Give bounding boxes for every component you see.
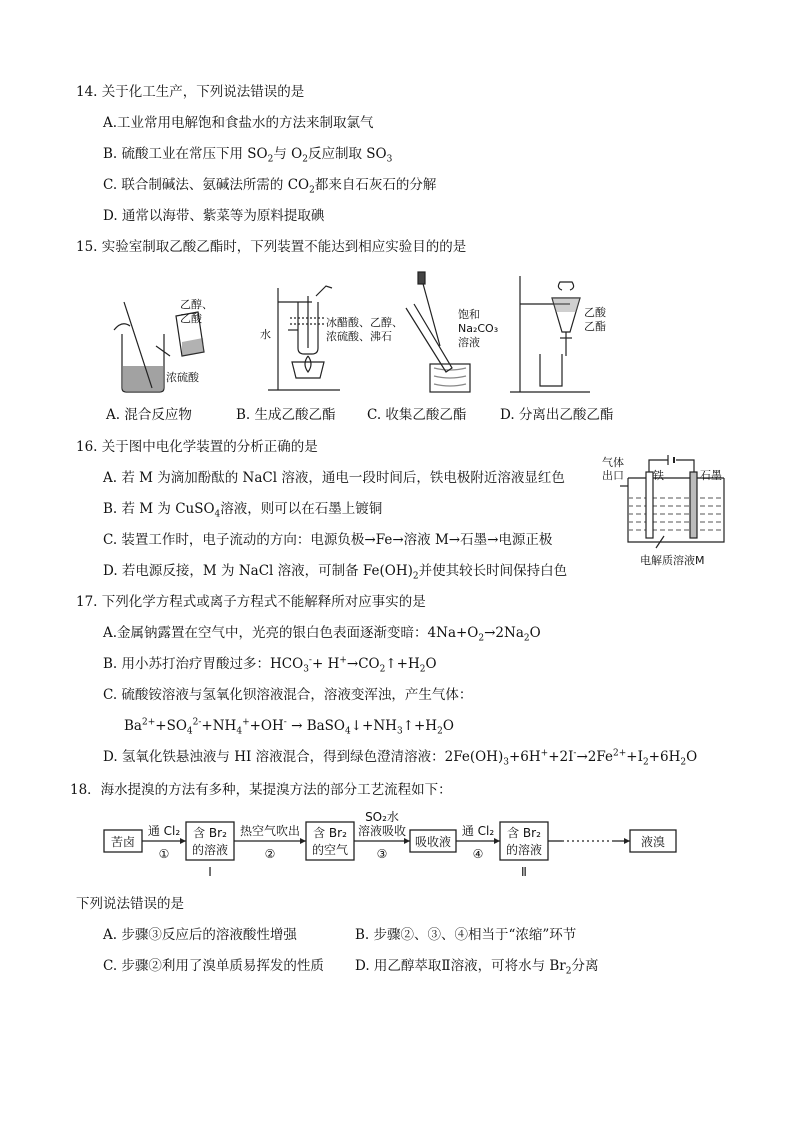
q15-b-label-1: 冰醋酸、乙醇、 [326, 316, 403, 329]
q15-d-label-1: 乙酸 [584, 306, 606, 319]
q16-gas-outlet-2: 出口 [602, 469, 624, 482]
flow-box2-line2: 的溶液 [191, 843, 229, 857]
flow-step4-label: 通 Cl₂ [461, 824, 495, 838]
q17-option-d: D. 氢氧化铁悬浊液与 HI 溶液混合，得到绿色澄清溶液：$2Fe(OH)_3+6H^++2I^-\to 2Fe^{2+}+I_2+6H_2O$ [103, 748, 698, 768]
flow-box-bittern: 苦卤 [110, 835, 136, 849]
q15-caption-d: D. 分离出乙酸乙酯 [500, 407, 614, 423]
q18-option-a: A. 步骤③反应后的溶液酸性增强 [103, 927, 297, 943]
q15-b-label-2: 浓硫酸、沸石 [326, 330, 392, 343]
flow-box3-line1: 含 Br₂ [313, 826, 347, 840]
q18-option-c: C. 步骤②利用了溴单质易挥发的性质 [103, 958, 324, 974]
q16-stem: 16. 关于图中电化学装置的分析正确的是 [76, 439, 318, 455]
q15-caption-b: B. 生成乙酸乙酯 [236, 407, 336, 423]
q17-option-c: C. 硫酸铵溶液与氢氧化钡溶液混合，溶液变浑浊，产生气体： [103, 687, 473, 703]
flow-box5-line2: 的溶液 [505, 843, 543, 857]
q15-c-label-3: 溶液 [458, 336, 480, 349]
flow-step2-number: ② [264, 847, 276, 861]
q18-option-b: B. 步骤②、③、④相当于“浓缩”环节 [355, 927, 577, 943]
flow-roman-1: Ⅰ [208, 865, 212, 879]
q18-option-d: D. 用乙醇萃取Ⅱ溶液，可将水与 $Br_2$分离 [355, 958, 599, 977]
flow-step4-number: ④ [472, 847, 484, 861]
q15-c-label-2: Na₂CO₃ [458, 322, 499, 335]
q15-caption-c: C. 收集乙酸乙酯 [367, 407, 467, 423]
q15-a-label-2: 乙酸 [180, 312, 202, 325]
flow-step3-label-1: SO₂水 [365, 810, 399, 824]
q18-prompt: 下列说法错误的是 [76, 896, 184, 912]
q18-stem: 18．海水提溴的方法有多种，某提溴方法的部分工艺流程如下： [70, 782, 452, 798]
q16-iron-label: 铁 [653, 469, 664, 482]
flow-step3-label-2: 溶液吸收 [357, 824, 407, 838]
flow-box-absorbent: 吸收液 [414, 835, 452, 849]
flow-step2-label: 热空气吹出 [239, 824, 301, 838]
q14-stem: 14. 关于化工生产，下列说法错误的是 [76, 84, 305, 100]
q17-option-a: A.金属钠露置在空气中，光亮的银白色表面逐渐变暗：$4Na+O_2\to 2Na_2O$ [103, 625, 541, 644]
q14-option-a: A.工业常用电解饱和食盐水的方法来制取氯气 [103, 115, 374, 131]
q14-option-d: D. 通常以海带、紫菜等为原料提取碘 [103, 208, 325, 224]
q17-option-c-equation: $Ba^{2+}+SO_4^{2-}+NH_4^++OH^-$ → $BaSO_4↓+NH_3↑+H_2O$ [124, 717, 454, 737]
q18-flowchart [100, 808, 694, 880]
flow-box3-line2: 的空气 [311, 843, 349, 857]
flow-roman-2: Ⅱ [521, 865, 527, 879]
q15-stem: 15. 实验室制取乙酸乙酯时，下列装置不能达到相应实验目的的是 [76, 239, 467, 255]
flow-step1-number: ① [158, 847, 170, 861]
flow-box2-line1: 含 Br₂ [193, 826, 227, 840]
q16-electrolysis-figure [598, 452, 738, 572]
flow-step1-label: 通 Cl₂ [147, 824, 181, 838]
flow-box-liquid-bromine: 液溴 [640, 835, 666, 849]
q16-option-c: C. 装置工作时，电子流动的方向：电源负极→Fe→溶液 M→石墨→电源正极 [103, 532, 553, 548]
q17-option-b: B. 用小苏打治疗胃酸过多：$HCO_3^-+$ $H^+\to CO_2↑+H_2O$ [103, 655, 437, 675]
q15-c-label-1: 饱和 [458, 308, 480, 321]
q16-gas-outlet-1: 气体 [602, 456, 624, 469]
q16-option-a: A. 若 M 为滴加酚酞的 NaCl 溶液，通电一段时间后，铁电极附近溶液显红色 [103, 470, 565, 486]
flow-step3-number: ③ [376, 847, 388, 861]
q14-option-c: C. 联合制碱法、氨碱法所需的 $CO_2$都来自石灰石的分解 [103, 177, 437, 196]
q14-option-b: B. 硫酸工业在常压下用 $SO_2$与 $O_2$反应制取 $SO_3$ [103, 146, 393, 165]
q16-option-b: B. 若 M 为 CuSO$_4$溶液，则可以在石墨上镀铜 [103, 501, 383, 520]
flow-box5-line1: 含 Br₂ [507, 826, 541, 840]
q15-a-label-3: 浓硫酸 [166, 371, 199, 384]
q15-caption-a: A. 混合反应物 [106, 407, 192, 423]
q16-electrolyte-label: 电解质溶液M [640, 554, 705, 567]
q17-stem: 17. 下列化学方程式或离子方程式不能解释所对应事实的是 [76, 594, 426, 610]
q15-b-label-3: 水 [260, 328, 271, 341]
q16-option-d: D. 若电源反接，M 为 NaCl 溶液，可制备 $Fe(OH)_2$并使其较长时间保持白色 [103, 563, 568, 582]
q15-a-label-1: 乙醇、 [180, 298, 213, 311]
q16-graphite-label: 石墨 [700, 469, 722, 482]
q15-apparatus-figure [100, 268, 660, 400]
q15-d-label-2: 乙酯 [584, 320, 606, 333]
